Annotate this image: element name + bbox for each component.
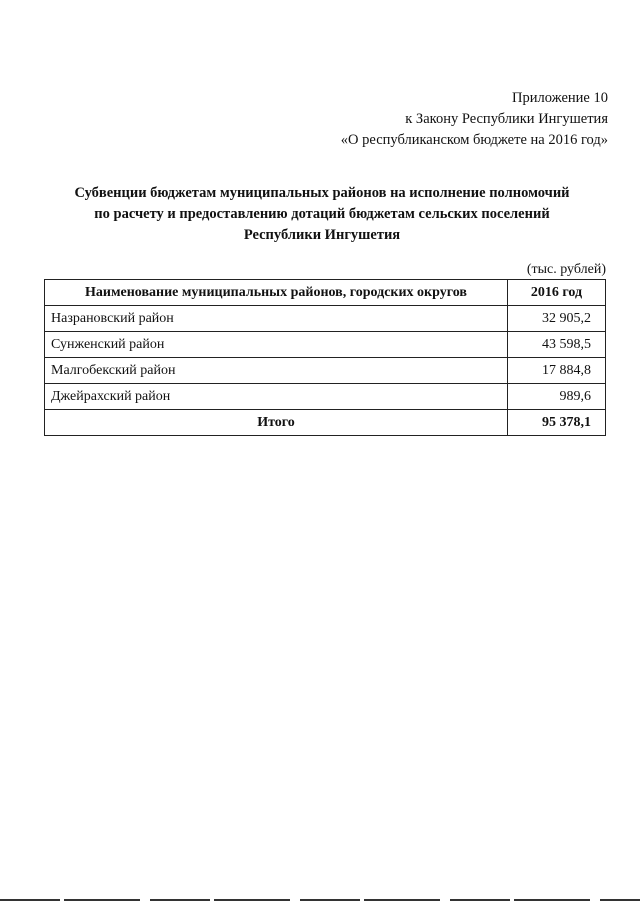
row-value: 17 884,8 (508, 358, 606, 384)
appendix-law-title: «О республиканском бюджете на 2016 год» (340, 132, 608, 148)
table-row (45, 306, 606, 332)
row-value: 989,6 (508, 384, 606, 410)
total-value: 95 378,1 (508, 410, 606, 436)
row-name: Джейрахский район (45, 384, 508, 410)
total-label: Итого (45, 410, 508, 436)
title-line-1: Субвенции бюджетам муниципальных районов на исполнение полномочий (74, 185, 570, 201)
header-name: Наименование муниципальных районов, городских округов (45, 280, 508, 306)
document-title (32, 183, 612, 246)
row-name: Назрановский район (45, 306, 508, 332)
title-line-3: Республики Ингушетия (243, 227, 401, 243)
table-header-row (45, 280, 606, 306)
table-row (45, 358, 606, 384)
table-row (45, 332, 606, 358)
scan-artifact-line (0, 899, 640, 901)
title-line-2: по расчету и предоставлению дотаций бюджетам сельских поселений (94, 206, 550, 222)
subvention-table (44, 279, 606, 436)
appendix-law-ref: к Закону Республики Ингушетия (405, 111, 608, 127)
row-name: Малгобекский район (45, 358, 508, 384)
units-label: (тыс. рублей) (526, 262, 606, 277)
row-value: 32 905,2 (508, 306, 606, 332)
row-value: 43 598,5 (508, 332, 606, 358)
table-total-row (45, 410, 606, 436)
table-row (45, 384, 606, 410)
appendix-header (341, 88, 608, 151)
header-year: 2016 год (508, 280, 606, 306)
row-name: Сунженский район (45, 332, 508, 358)
appendix-number: Приложение 10 (512, 90, 608, 106)
